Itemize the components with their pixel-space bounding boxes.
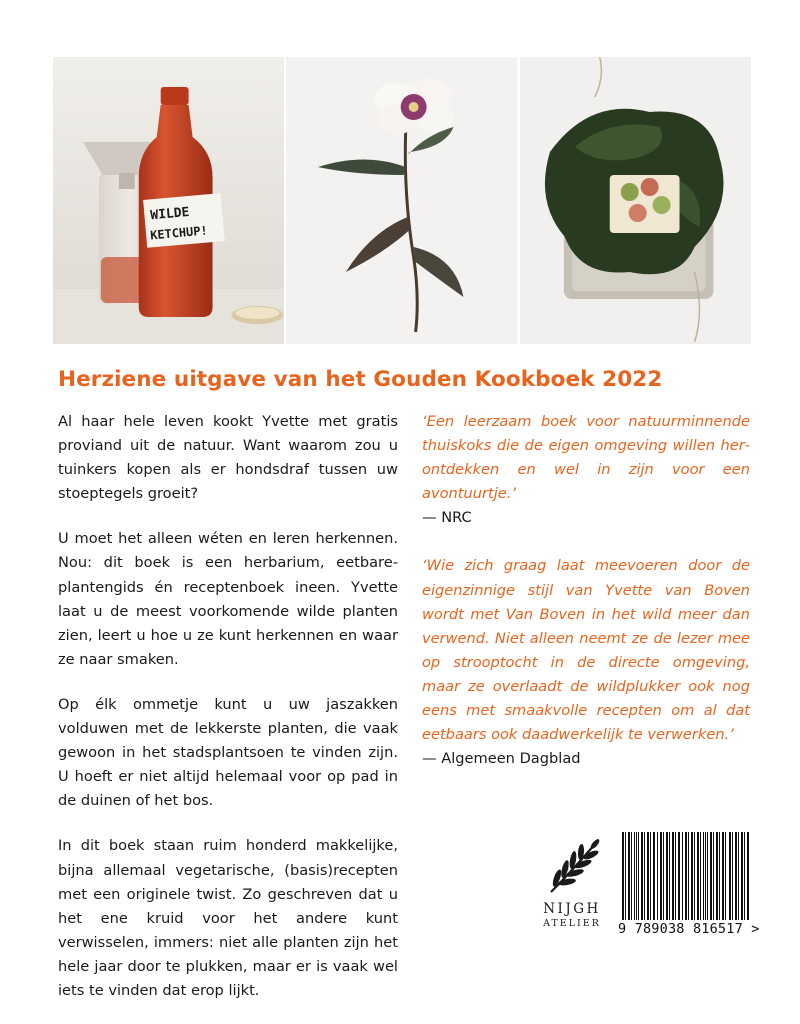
fern-leaf-icon — [541, 838, 603, 896]
pressed-flower-photo — [286, 57, 517, 344]
barcode-bar — [679, 832, 680, 920]
svg-text:WILDE: WILDE — [150, 205, 190, 223]
review-source: — NRC — [422, 506, 750, 530]
publisher-name: NIJGH — [536, 901, 608, 917]
photo-strip — [53, 57, 751, 344]
publisher-subtitle: ATELIER — [536, 918, 608, 929]
body-paragraph: In dit boek staan ruim honderd makkelijke, bijna allemaal vegetarische, (basis)recepten met een originele twist. Zo geschreven dat u het ene kruid voor het andere kunt verwisselen, immers: niet alle planten zijn het hele jaar door te plukken, maar er is vaak wel iets te vinden dat erop lijkt. — [58, 834, 398, 1003]
review-quote: ‘Een leerzaam boek voor natuurminnende thuiskoks die de eigen omgeving willen herontdekken en wel in zijn voor een avontuurtje.’ — [422, 410, 750, 506]
greens-tray-photo — [520, 57, 751, 344]
svg-text:KETCHUP!: KETCHUP! — [150, 223, 209, 242]
review-source: — Algemeen Dagblad — [422, 747, 750, 771]
body-paragraph: U moet het alleen wéten en leren herkennen. Nou: dit boek is een herbarium, eetbareplantengids én receptenboek ineen. Yvette laat u de meest voorkomende wilde planten zien, leert u hoe u ze kunt herkennen en waar ze naar smaken. — [58, 527, 398, 672]
reviews-column — [422, 410, 750, 795]
review-quote: ‘Wie zich graag laat meevoeren door de eigenzinnige stijl van Yvette van Boven wordt met Van Boven in het wild meer dan verwend. Niet alleen neemt ze de lezer mee op strooptocht in de directe omgeving, maar ze overlaadt de wildplukker ook nog eens met smaakvolle recepten om al dat eetbaars ook daadwerkelijk te verwerken.’ — [422, 554, 750, 747]
barcode-bar — [719, 832, 720, 920]
ketchup-photo — [53, 57, 284, 344]
body-paragraph: Op élk ommetje kunt u uw jaszakken volduwen met de lekkerste planten, die vaak gewoon in het stadsplantsoen te vinden zijn. U hoeft er niet altijd helemaal voor op pad in de duinen of het bos. — [58, 693, 398, 813]
headline: Herziene uitgave van het Gouden Kookboek 2022 — [58, 367, 758, 392]
barcode-bar — [648, 832, 649, 920]
isbn-barcode — [618, 832, 766, 940]
barcode-bars — [622, 832, 750, 920]
barcode-digits: 9 789038 816517 > — [618, 921, 760, 937]
publisher-logo — [536, 838, 608, 929]
description-column — [58, 410, 398, 1024]
body-paragraph: Al haar hele leven kookt Yvette met gratis proviand uit de natuur. Want waarom zou u tuinkers kopen als er hondsdraf tussen uw stoeptegels groeit? — [58, 410, 398, 506]
